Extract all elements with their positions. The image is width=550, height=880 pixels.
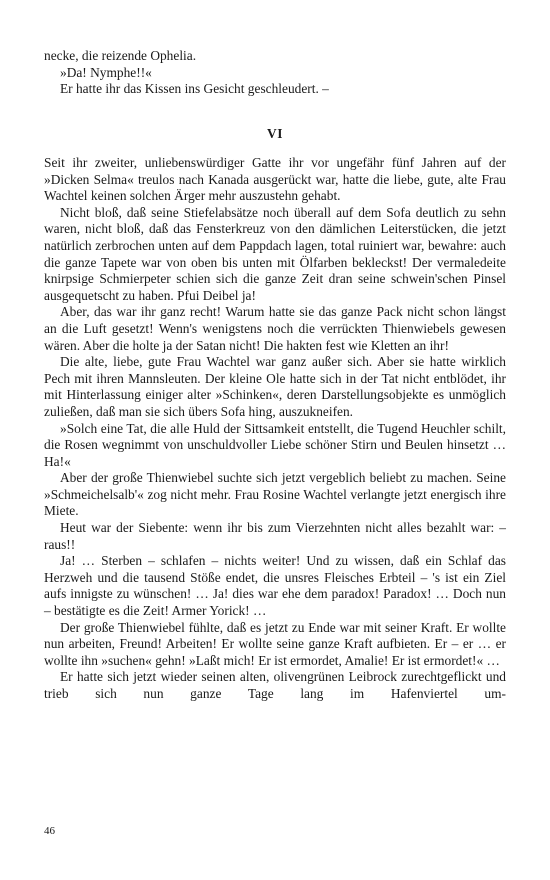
paragraph: Aber der große Thienwiebel suchte sich jetzt vergeblich beliebt zu machen. Seine »Schmeichelsalb'« zog nicht mehr. Frau Rosine Wachtel verlangte jetzt energisch ihre Miete. — [44, 470, 506, 519]
paragraph: Ja! … Sterben – schlafen – nichts weiter! Und zu wissen, daß ein Schlaf das Herzweh und die tausend Stöße endet, die unsres Fleisches Erbteil – 's ist ein Ziel aufs innigste zu wünschen! … Ja! dies war ehe dem paradox! Paradox! … Doch nun – bestätigte es die Zeit! Armer Yorick! … — [44, 553, 506, 619]
chapter-text-block — [44, 155, 506, 703]
paragraph: Aber, das war ihr ganz recht! Warum hatte sie das ganze Pack nicht schon längst an die Luft gesetzt! Wenn's wenigstens noch die verrückten Thienwiebels gewesen wären. Aber die holte ja der Satan nicht! Die hakten fest wie Kletten an ihr! — [44, 304, 506, 353]
paragraph-cushion: Er hatte ihr das Kissen ins Gesicht geschleudert. – — [60, 81, 329, 97]
top-text-block — [44, 48, 506, 98]
paragraph-continuation: necke, die reizende Ophelia. — [44, 48, 197, 63]
paragraph: Seit ihr zweiter, unliebenswürdiger Gatte ihr vor ungefähr fünf Jahren auf der »Dicken Selma« treulos nach Kanada ausgerückt war, hatte die liebe, gute, alte Frau Wachtel keinen solchen Ärger mehr auszustehn gehabt. — [44, 155, 506, 204]
paragraph: »Solch eine Tat, die alle Huld der Sittsamkeit entstellt, die Tugend Heuchler schilt, die Rosen wegnimmt von unschuldvoller Liebe schöner Stirn und Beulen hinsetzt … Ha!« — [44, 420, 506, 469]
page-number: 46 — [44, 825, 55, 837]
paragraph: Der große Thienwiebel fühlte, daß es jetzt zu Ende war mit seiner Kraft. Er wollte nun arbeiten, Freund! Arbeiten! Er wollte seine ganze Kraft aufbieten. Er – er … er wollte ihn »suchen« gehn! »Laßt mich! Er ist ermordet, Amalie! Er ist ermordet!« … — [44, 619, 506, 668]
paragraph-exclamation: »Da! Nymphe!!« — [60, 64, 152, 80]
paragraph: Nicht bloß, daß seine Stiefelabsätze noch überall auf dem Sofa deutlich zu sehn waren, nicht bloß, daß das Fensterkreuz von den dämlichen Leiterstücken, die jetzt natürlich zerbrochen unten auf dem Pappdach lagen, total ruiniert war, bewahre: auch die ganze Tapete war von oben bis unten mit Ölfarben bekleckst! Der vermaledeite knirpsige Schmierpeter schien sich die ganze Zeit dran seine schwein'schen Pinsel ausgequetscht zu haben. Pfui Deibel ja! — [44, 204, 506, 303]
paragraph: Er hatte sich jetzt wieder seinen alten, olivengrünen Leibrock zurechtgeflickt und trieb sich nun ganze Tage lang im Hafenviertel um- — [44, 669, 506, 701]
paragraph: Heut war der Siebente: wenn ihr bis zum Vierzehnten nicht alles bezahlt war: – raus!! — [44, 520, 506, 552]
paragraph: Die alte, liebe, gute Frau Wachtel war ganz außer sich. Aber sie hatte wirklich Pech mit ihren Mannsleuten. Der kleine Ole hatte sich in der Tat nicht entblödet, ihr mit Hinterlassung einiger alter »Schinken«, deren Darstellungsobjekte es unmöglich zuließen, daß man sie sich übers Sofa hing, auszukneifen. — [44, 354, 506, 419]
chapter-heading: VI — [267, 126, 283, 141]
